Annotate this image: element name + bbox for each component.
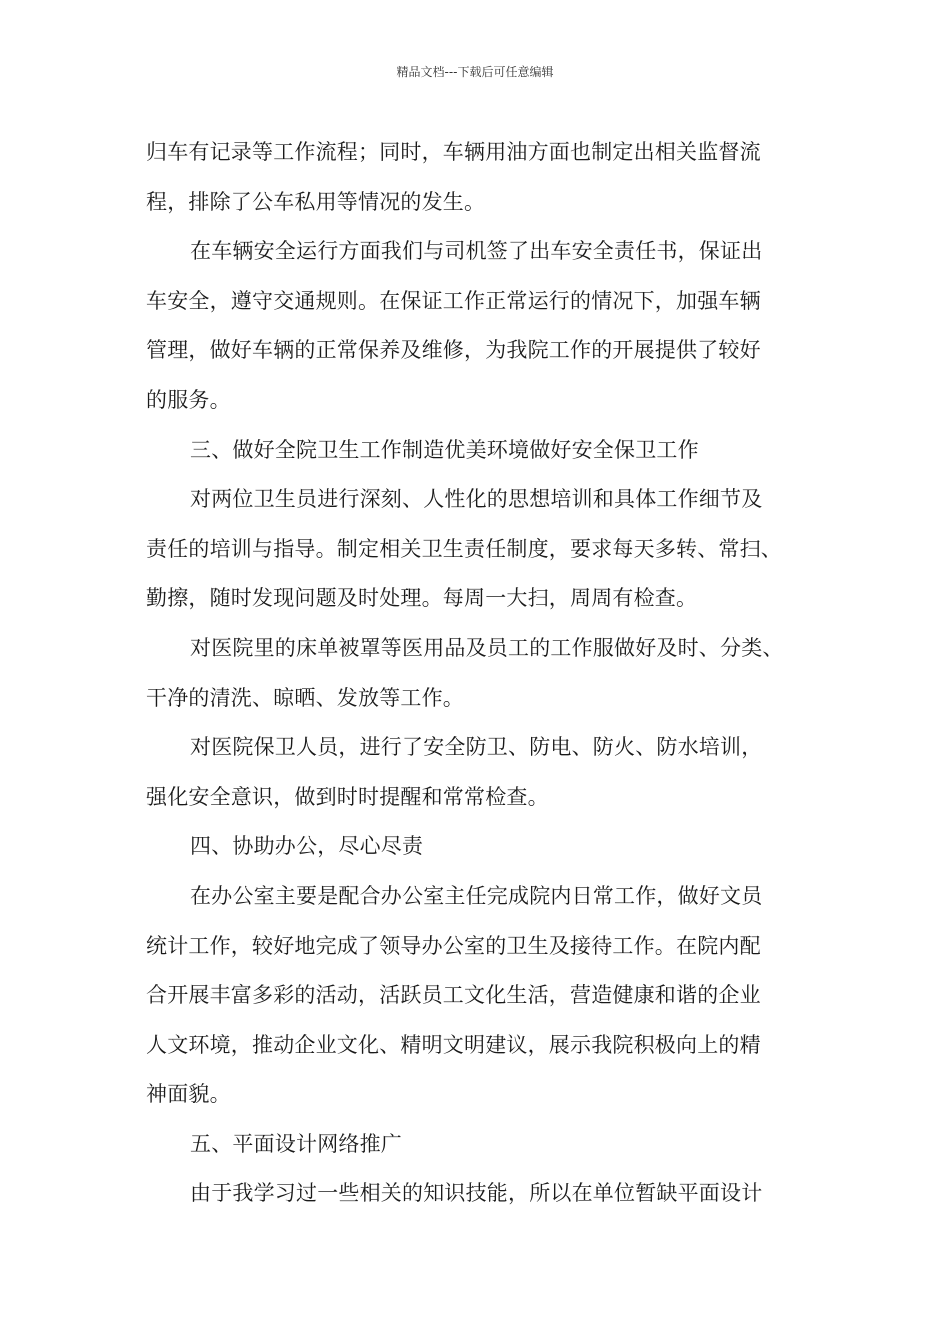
text-line: 勤擦，随时发现问题及时处理。每周一大扫，周周有检查。 (146, 586, 698, 611)
text-line: 对医院里的床单被罩等医用品及员工的工作服做好及时、分类、 (190, 635, 784, 660)
text-line: 在办公室主要是配合办公室主任完成院内日常工作，做好文员 (190, 883, 763, 908)
document-body (146, 132, 836, 1223)
text-line: 对医院保卫人员，进行了安全防卫、防电、防火、防水培训， (190, 735, 763, 760)
text-line: 程，排除了公车私用等情况的发生。 (146, 189, 486, 214)
section-heading-3: 三、做好全院卫生工作制造优美环境做好安全保卫工作 (190, 437, 699, 462)
text-line: 车安全，遵守交通规则。在保证工作正常运行的情况下，加强车辆 (146, 288, 761, 313)
text-line: 的服务。 (146, 387, 231, 412)
text-line: 统计工作，较好地完成了领导办公室的卫生及接待工作。在院内配 (146, 933, 761, 958)
page-header: 精品文档---下载后可任意编辑 (396, 65, 554, 79)
text-line: 归车有记录等工作流程；同时，车辆用油方面也制定出相关监督流 (146, 140, 761, 164)
text-line: 对两位卫生员进行深刻、人性化的思想培训和具体工作细节及 (190, 487, 763, 512)
text-line: 由于我学习过一些相关的知识技能，所以在单位暂缺平面设计 (190, 1181, 763, 1206)
text-line: 责任的培训与指导。制定相关卫生责任制度，要求每天多转、常扫、 (146, 536, 782, 561)
text-line: 干净的清洗、晾晒、发放等工作。 (146, 685, 464, 710)
text-line: 神面貌。 (146, 1082, 231, 1107)
section-heading-4: 四、协助办公，尽心尽责 (190, 834, 424, 859)
text-line: 管理，做好车辆的正常保养及维修，为我院工作的开展提供了较好 (146, 338, 761, 363)
text-line: 在车辆安全运行方面我们与司机签了出车安全责任书，保证出 (190, 239, 763, 264)
text-line: 合开展丰富多彩的活动，活跃员工文化生活，营造健康和谐的企业 (146, 983, 761, 1008)
section-heading-5: 五、平面设计网络推广 (190, 1131, 402, 1156)
text-line: 强化安全意识，做到时时提醒和常常检查。 (146, 784, 549, 809)
text-line: 人文环境，推动企业文化、精明文明建议，展示我院积极向上的精 (146, 1032, 761, 1057)
